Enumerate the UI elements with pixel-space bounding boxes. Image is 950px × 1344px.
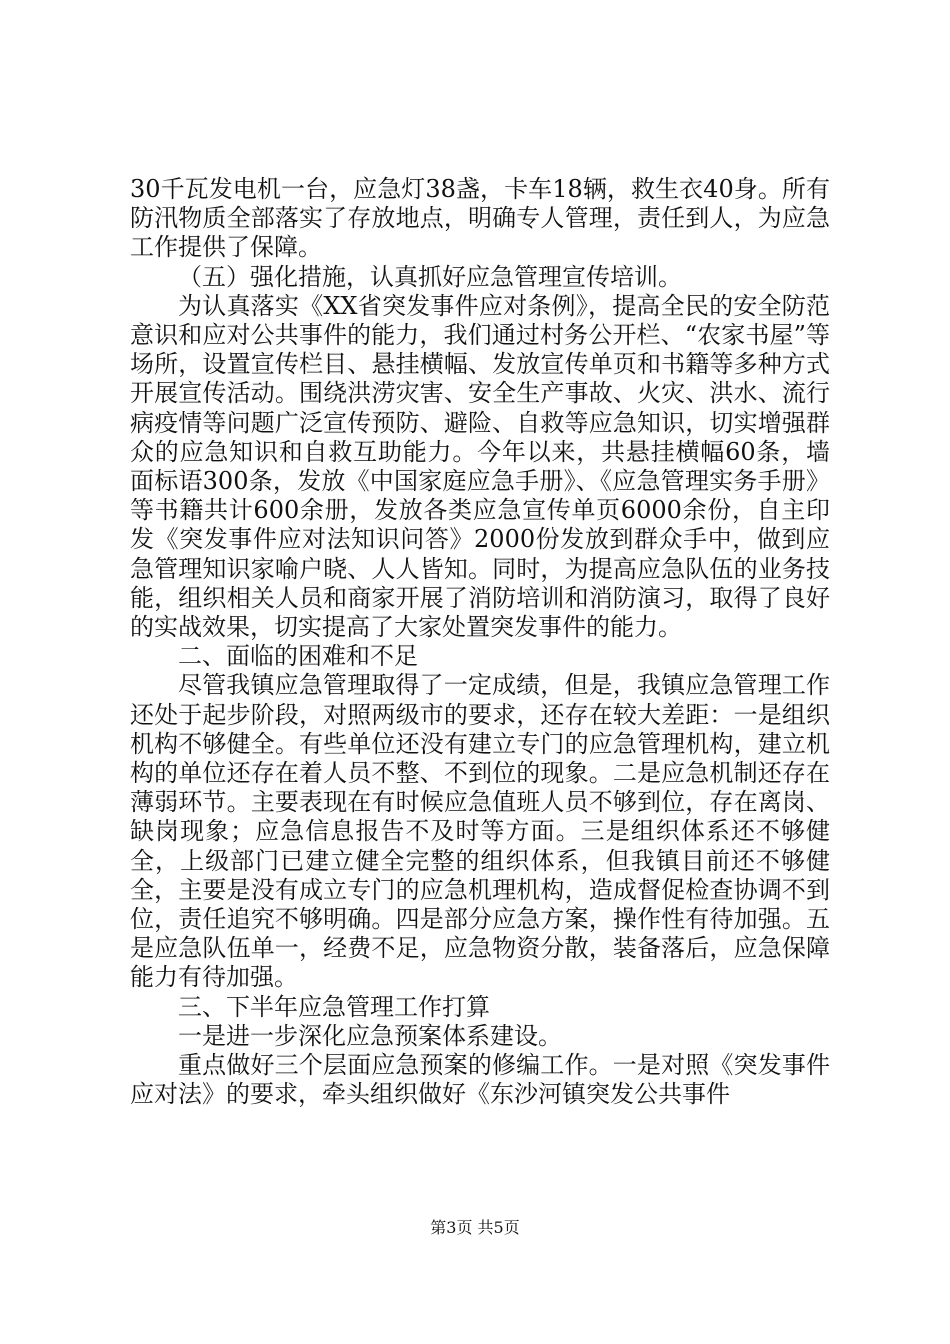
subheading-publicity-training: （五）强化措施，认真抓好应急管理宣传培训。 <box>178 262 682 291</box>
paragraph-plan-revision: 重点做好三个层面应急预案的修编工作。一是对照《突发事件应对法》的要求，牵头组织做好《东沙河镇突发公共事件 <box>130 1051 830 1109</box>
paragraph-publicity: 为认真落实《XX省突发事件应对条例》，提高全民的安全防范意识和应对公共事件的能力，我们通过村务公开栏、“农家书屋”等场所，设置宣传栏目、悬挂横幅、发放宣传单页和书籍等多种方式开展宣传活动。围绕洪涝灾害、安全生产事故、火灾、洪水、流行病疫情等问题广泛宣传预防、避险、自救等应急知识，切实增强群众的应急知识和自救互助能力。今年以来，共悬挂横幅60条，墙面标语300条，发放《中国家庭应急手册》、《应急管理实务手册》等书籍共计600余册，发放各类应急宣传单页6000余份，自主印发《突发事件应对法知识问答》2000份发放到群众手中，做到应急管理知识家喻户晓、人人皆知。同时，为提高应急队伍的业务技能，组织相关人员和商家开展了消防培训和消防演习，取得了良好的实战效果，切实提高了大家处置突发事件的能力。 <box>130 291 830 642</box>
section-heading-difficulties: 二、面临的困难和不足 <box>178 642 418 671</box>
page-number-footer: 第3页 共5页 <box>430 1218 520 1237</box>
document-body <box>130 175 830 1110</box>
paragraph-supplies: 30千瓦发电机一台，应急灯38盏，卡车18辆，救生衣40身。所有防汛物质全部落实了存放地点，明确专人管理，责任到人，为应急工作提供了保障。 <box>130 175 830 262</box>
subheading-plan-system: 一是进一步深化应急预案体系建设。 <box>178 1021 562 1050</box>
paragraph-difficulties: 尽管我镇应急管理取得了一定成绩，但是，我镇应急管理工作还处于起步阶段，对照两级市的要求，还存在较大差距：一是组织机构不够健全。有些单位还没有建立专门的应急管理机构，建立机构的单位还存在着人员不整、不到位的现象。二是应急机制还存在薄弱环节。主要表现在有时候应急值班人员不够到位，存在离岗、缺岗现象；应急信息报告不及时等方面。三是组织体系还不够健全，上级部门已建立健全完整的组织体系，但我镇目前还不够健全，主要是没有成立专门的应急机理机构，造成督促检查协调不到位，责任追究不够明确。四是部分应急方案，操作性有待加强。五是应急队伍单一，经费不足，应急物资分散，装备落后，应急保障能力有待加强。 <box>130 671 830 992</box>
section-heading-plans: 三、下半年应急管理工作打算 <box>178 992 490 1021</box>
